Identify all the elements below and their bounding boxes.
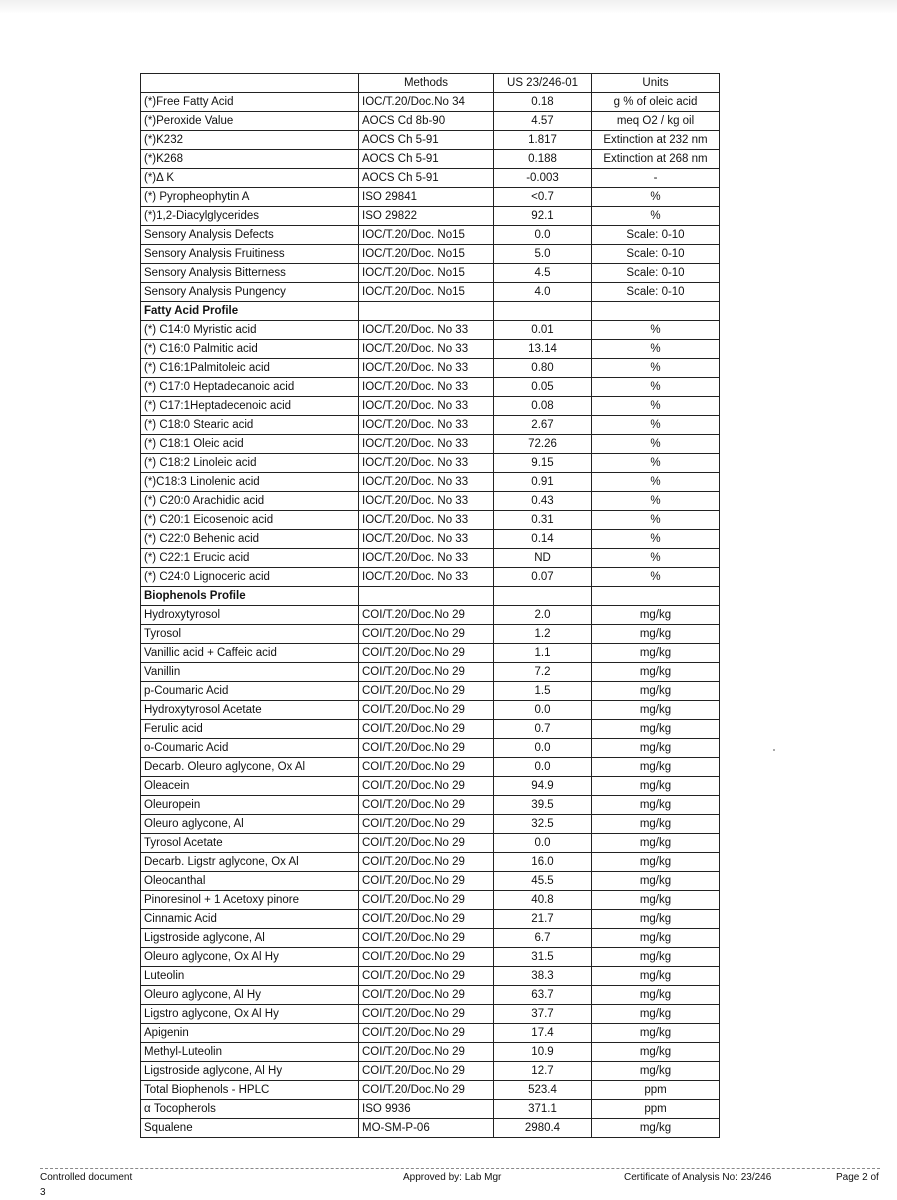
row-result: 45.5 <box>494 872 592 891</box>
table-body <box>141 93 720 1138</box>
row-result: 0.80 <box>494 359 592 378</box>
row-method: IOC/T.20/Doc. No 33 <box>359 473 494 492</box>
row-unit: ppm <box>592 1081 720 1100</box>
row-method: COI/T.20/Doc.No 29 <box>359 929 494 948</box>
row-method: IOC/T.20/Doc. No15 <box>359 245 494 264</box>
row-method: ISO 29841 <box>359 188 494 207</box>
section-header-row <box>141 302 720 321</box>
row-method: IOC/T.20/Doc. No15 <box>359 226 494 245</box>
row-unit: % <box>592 397 720 416</box>
row-method: COI/T.20/Doc.No 29 <box>359 1062 494 1081</box>
table-row <box>141 872 720 891</box>
row-parameter: Total Biophenols - HPLC <box>141 1081 359 1100</box>
row-method: COI/T.20/Doc.No 29 <box>359 872 494 891</box>
row-method: COI/T.20/Doc.No 29 <box>359 739 494 758</box>
row-parameter: (*)Δ K <box>141 169 359 188</box>
row-parameter: (*) C20:0 Arachidic acid <box>141 492 359 511</box>
row-parameter: Hydroxytyrosol <box>141 606 359 625</box>
row-parameter: (*)1,2-Diacylglycerides <box>141 207 359 226</box>
header-parameter <box>141 74 359 93</box>
row-method: COI/T.20/Doc.No 29 <box>359 644 494 663</box>
table-row <box>141 207 720 226</box>
row-method: COI/T.20/Doc.No 29 <box>359 777 494 796</box>
row-parameter: p-Coumaric Acid <box>141 682 359 701</box>
table-row <box>141 758 720 777</box>
table-row <box>141 378 720 397</box>
row-parameter: (*)Free Fatty Acid <box>141 93 359 112</box>
row-unit: % <box>592 207 720 226</box>
row-result: 0.14 <box>494 530 592 549</box>
row-parameter: Ligstroside aglycone, Al <box>141 929 359 948</box>
row-parameter: Tyrosol <box>141 625 359 644</box>
row-result: -0.003 <box>494 169 592 188</box>
row-result: 371.1 <box>494 1100 592 1119</box>
row-method: COI/T.20/Doc.No 29 <box>359 891 494 910</box>
row-unit: mg/kg <box>592 796 720 815</box>
table-row <box>141 416 720 435</box>
row-result: 0.188 <box>494 150 592 169</box>
row-unit: % <box>592 473 720 492</box>
row-method: IOC/T.20/Doc. No 33 <box>359 340 494 359</box>
row-result: 523.4 <box>494 1081 592 1100</box>
footer-page-total: 3 <box>40 1187 46 1198</box>
table-row <box>141 1024 720 1043</box>
row-method: MO-SM-P-06 <box>359 1119 494 1138</box>
row-method: IOC/T.20/Doc. No 33 <box>359 359 494 378</box>
table-row <box>141 986 720 1005</box>
row-result: 40.8 <box>494 891 592 910</box>
row-parameter: (*) C17:0 Heptadecanoic acid <box>141 378 359 397</box>
table-row <box>141 264 720 283</box>
row-unit: Scale: 0-10 <box>592 264 720 283</box>
row-unit: % <box>592 359 720 378</box>
row-method <box>359 302 494 321</box>
row-parameter: Sensory Analysis Defects <box>141 226 359 245</box>
row-method: COI/T.20/Doc.No 29 <box>359 1024 494 1043</box>
row-unit: mg/kg <box>592 739 720 758</box>
row-method: COI/T.20/Doc.No 29 <box>359 967 494 986</box>
row-method: AOCS Ch 5-91 <box>359 169 494 188</box>
table-row <box>141 1043 720 1062</box>
row-parameter: Decarb. Ligstr aglycone, Ox Al <box>141 853 359 872</box>
table-row <box>141 93 720 112</box>
row-parameter: (*) C16:1Palmitoleic acid <box>141 359 359 378</box>
row-result: 0.31 <box>494 511 592 530</box>
table-row <box>141 131 720 150</box>
row-result: 94.9 <box>494 777 592 796</box>
row-result: 0.43 <box>494 492 592 511</box>
row-unit: mg/kg <box>592 872 720 891</box>
row-unit: mg/kg <box>592 682 720 701</box>
table-row <box>141 606 720 625</box>
row-unit: mg/kg <box>592 986 720 1005</box>
row-method: IOC/T.20/Doc.No 34 <box>359 93 494 112</box>
row-result: 0.0 <box>494 701 592 720</box>
row-parameter: (*) C17:1Heptadecenoic acid <box>141 397 359 416</box>
row-unit: - <box>592 169 720 188</box>
table-row <box>141 891 720 910</box>
row-method: COI/T.20/Doc.No 29 <box>359 1081 494 1100</box>
row-parameter: Vanillic acid + Caffeic acid <box>141 644 359 663</box>
row-parameter: (*) Pyropheophytin A <box>141 188 359 207</box>
table-row <box>141 644 720 663</box>
row-result: 0.05 <box>494 378 592 397</box>
row-unit: % <box>592 340 720 359</box>
row-parameter: (*)K232 <box>141 131 359 150</box>
table-row <box>141 720 720 739</box>
row-unit: % <box>592 549 720 568</box>
row-result: 0.0 <box>494 758 592 777</box>
analysis-results-table <box>140 73 720 1138</box>
row-method: ISO 9936 <box>359 1100 494 1119</box>
row-method <box>359 587 494 606</box>
row-result: 37.7 <box>494 1005 592 1024</box>
table-row <box>141 530 720 549</box>
table-row <box>141 796 720 815</box>
table-row <box>141 1100 720 1119</box>
row-unit: Scale: 0-10 <box>592 283 720 302</box>
row-result: 0.91 <box>494 473 592 492</box>
row-result: 4.57 <box>494 112 592 131</box>
row-parameter: Sensory Analysis Pungency <box>141 283 359 302</box>
row-method: AOCS Cd 8b-90 <box>359 112 494 131</box>
table-row <box>141 1062 720 1081</box>
row-parameter: (*)C18:3 Linolenic acid <box>141 473 359 492</box>
table-row <box>141 473 720 492</box>
row-result: 1.2 <box>494 625 592 644</box>
table-row <box>141 1081 720 1100</box>
row-method: AOCS Ch 5-91 <box>359 150 494 169</box>
row-unit: % <box>592 511 720 530</box>
table-row <box>141 188 720 207</box>
row-parameter: Squalene <box>141 1119 359 1138</box>
row-result: 4.5 <box>494 264 592 283</box>
table-row <box>141 948 720 967</box>
row-result: 1.1 <box>494 644 592 663</box>
row-result: 31.5 <box>494 948 592 967</box>
row-parameter: Decarb. Oleuro aglycone, Ox Al <box>141 758 359 777</box>
row-parameter: o-Coumaric Acid <box>141 739 359 758</box>
row-parameter: (*)Peroxide Value <box>141 112 359 131</box>
table-row <box>141 245 720 264</box>
row-unit: mg/kg <box>592 853 720 872</box>
row-parameter: (*) C16:0 Palmitic acid <box>141 340 359 359</box>
row-unit <box>592 302 720 321</box>
row-result: 21.7 <box>494 910 592 929</box>
footer-certificate-number: Certificate of Analysis No: 23/246 <box>624 1172 772 1183</box>
row-method: COI/T.20/Doc.No 29 <box>359 606 494 625</box>
row-method: COI/T.20/Doc.No 29 <box>359 1043 494 1062</box>
row-result: 38.3 <box>494 967 592 986</box>
table-row <box>141 777 720 796</box>
row-result: 72.26 <box>494 435 592 454</box>
row-unit: ppm <box>592 1100 720 1119</box>
row-result: 0.01 <box>494 321 592 340</box>
scan-top-shading <box>0 0 897 14</box>
row-parameter: (*) C18:2 Linoleic acid <box>141 454 359 473</box>
row-unit: mg/kg <box>592 777 720 796</box>
table-row <box>141 701 720 720</box>
footer-divider <box>40 1168 880 1169</box>
row-parameter: α Tocopherols <box>141 1100 359 1119</box>
table-row <box>141 150 720 169</box>
row-parameter: Ligstro aglycone, Ox Al Hy <box>141 1005 359 1024</box>
table-row <box>141 340 720 359</box>
row-result: 6.7 <box>494 929 592 948</box>
section-header-row <box>141 587 720 606</box>
row-method: IOC/T.20/Doc. No 33 <box>359 397 494 416</box>
row-unit: % <box>592 530 720 549</box>
row-method: COI/T.20/Doc.No 29 <box>359 758 494 777</box>
row-unit: Scale: 0-10 <box>592 226 720 245</box>
row-parameter: Oleacein <box>141 777 359 796</box>
row-result: 4.0 <box>494 283 592 302</box>
row-method: COI/T.20/Doc.No 29 <box>359 796 494 815</box>
row-method: COI/T.20/Doc.No 29 <box>359 720 494 739</box>
table-row <box>141 1005 720 1024</box>
row-result: 63.7 <box>494 986 592 1005</box>
row-method: COI/T.20/Doc.No 29 <box>359 682 494 701</box>
row-unit: Extinction at 232 nm <box>592 131 720 150</box>
scan-speck <box>773 749 775 751</box>
row-unit: % <box>592 188 720 207</box>
table-row <box>141 454 720 473</box>
row-parameter: (*) C14:0 Myristic acid <box>141 321 359 340</box>
row-parameter: Apigenin <box>141 1024 359 1043</box>
row-unit: mg/kg <box>592 625 720 644</box>
row-unit: mg/kg <box>592 1024 720 1043</box>
row-unit: mg/kg <box>592 929 720 948</box>
row-parameter: (*)K268 <box>141 150 359 169</box>
row-unit: meq O2 / kg oil <box>592 112 720 131</box>
row-unit: % <box>592 435 720 454</box>
row-parameter: Oleuropein <box>141 796 359 815</box>
table-row <box>141 568 720 587</box>
row-method: IOC/T.20/Doc. No 33 <box>359 435 494 454</box>
row-result: 0.18 <box>494 93 592 112</box>
footer-approved-by: Approved by: Lab Mgr <box>403 1172 502 1183</box>
row-result: 92.1 <box>494 207 592 226</box>
row-unit: mg/kg <box>592 834 720 853</box>
table-row <box>141 1119 720 1138</box>
row-unit: mg/kg <box>592 1043 720 1062</box>
table-row <box>141 682 720 701</box>
row-method: IOC/T.20/Doc. No 33 <box>359 568 494 587</box>
footer-page-number: Page 2 of <box>836 1172 879 1183</box>
row-unit: mg/kg <box>592 720 720 739</box>
row-unit: % <box>592 454 720 473</box>
row-parameter: Biophenols Profile <box>141 587 359 606</box>
table-row <box>141 910 720 929</box>
row-unit: mg/kg <box>592 891 720 910</box>
table-row <box>141 815 720 834</box>
row-method: ISO 29822 <box>359 207 494 226</box>
row-parameter: Pinoresinol + 1 Acetoxy pinore <box>141 891 359 910</box>
row-result <box>494 587 592 606</box>
table-row <box>141 929 720 948</box>
table-row <box>141 397 720 416</box>
row-unit: mg/kg <box>592 815 720 834</box>
row-method: COI/T.20/Doc.No 29 <box>359 1005 494 1024</box>
row-unit: mg/kg <box>592 1119 720 1138</box>
table-row <box>141 435 720 454</box>
row-result: 17.4 <box>494 1024 592 1043</box>
table-row <box>141 283 720 302</box>
row-unit: mg/kg <box>592 663 720 682</box>
row-result: <0.7 <box>494 188 592 207</box>
row-result: 32.5 <box>494 815 592 834</box>
row-result: 7.2 <box>494 663 592 682</box>
row-unit: % <box>592 321 720 340</box>
table-row <box>141 321 720 340</box>
table-row <box>141 511 720 530</box>
row-parameter: Luteolin <box>141 967 359 986</box>
row-unit: % <box>592 416 720 435</box>
row-result: 1.817 <box>494 131 592 150</box>
row-unit: mg/kg <box>592 1062 720 1081</box>
row-parameter: (*) C18:0 Stearic acid <box>141 416 359 435</box>
row-unit: mg/kg <box>592 1005 720 1024</box>
row-unit: mg/kg <box>592 701 720 720</box>
row-result: 1.5 <box>494 682 592 701</box>
row-parameter: (*) C18:1 Oleic acid <box>141 435 359 454</box>
row-result: 2.0 <box>494 606 592 625</box>
row-result: 9.15 <box>494 454 592 473</box>
table-row <box>141 549 720 568</box>
row-result: 0.0 <box>494 739 592 758</box>
row-method: IOC/T.20/Doc. No 33 <box>359 378 494 397</box>
row-parameter: (*) C22:1 Erucic acid <box>141 549 359 568</box>
row-parameter: Cinnamic Acid <box>141 910 359 929</box>
row-method: IOC/T.20/Doc. No15 <box>359 264 494 283</box>
row-result <box>494 302 592 321</box>
row-result: 2.67 <box>494 416 592 435</box>
row-unit: mg/kg <box>592 910 720 929</box>
table-header-row <box>141 74 720 93</box>
row-parameter: (*) C22:0 Behenic acid <box>141 530 359 549</box>
row-unit <box>592 587 720 606</box>
table-row <box>141 359 720 378</box>
row-result: 0.08 <box>494 397 592 416</box>
row-result: 12.7 <box>494 1062 592 1081</box>
row-method: IOC/T.20/Doc. No 33 <box>359 492 494 511</box>
table-row <box>141 625 720 644</box>
row-unit: mg/kg <box>592 967 720 986</box>
row-parameter: (*) C24:0 Lignoceric acid <box>141 568 359 587</box>
row-result: 16.0 <box>494 853 592 872</box>
row-unit: g % of oleic acid <box>592 93 720 112</box>
row-unit: % <box>592 378 720 397</box>
table-row <box>141 834 720 853</box>
row-parameter: Oleocanthal <box>141 872 359 891</box>
row-method: IOC/T.20/Doc. No 33 <box>359 454 494 473</box>
row-result: 5.0 <box>494 245 592 264</box>
row-parameter: Tyrosol Acetate <box>141 834 359 853</box>
row-unit: Extinction at 268 nm <box>592 150 720 169</box>
row-result: 0.0 <box>494 226 592 245</box>
row-unit: % <box>592 568 720 587</box>
row-parameter: Methyl-Luteolin <box>141 1043 359 1062</box>
row-parameter: Vanillin <box>141 663 359 682</box>
row-parameter: Oleuro aglycone, Al Hy <box>141 986 359 1005</box>
row-parameter: Fatty Acid Profile <box>141 302 359 321</box>
row-result: 13.14 <box>494 340 592 359</box>
table-row <box>141 663 720 682</box>
row-method: AOCS Ch 5-91 <box>359 131 494 150</box>
table-row <box>141 112 720 131</box>
row-method: IOC/T.20/Doc. No 33 <box>359 530 494 549</box>
row-method: IOC/T.20/Doc. No 33 <box>359 549 494 568</box>
row-method: COI/T.20/Doc.No 29 <box>359 663 494 682</box>
row-unit: mg/kg <box>592 644 720 663</box>
row-method: COI/T.20/Doc.No 29 <box>359 853 494 872</box>
row-unit: % <box>592 492 720 511</box>
header-sample-id: US 23/246-01 <box>494 74 592 93</box>
row-result: 0.0 <box>494 834 592 853</box>
row-result: 0.7 <box>494 720 592 739</box>
table-row <box>141 967 720 986</box>
row-method: IOC/T.20/Doc. No 33 <box>359 416 494 435</box>
row-unit: mg/kg <box>592 758 720 777</box>
row-parameter: Ligstroside aglycone, Al Hy <box>141 1062 359 1081</box>
row-parameter: Sensory Analysis Bitterness <box>141 264 359 283</box>
header-methods: Methods <box>359 74 494 93</box>
header-units: Units <box>592 74 720 93</box>
row-method: COI/T.20/Doc.No 29 <box>359 625 494 644</box>
row-parameter: Oleuro aglycone, Al <box>141 815 359 834</box>
row-parameter: (*) C20:1 Eicosenoic acid <box>141 511 359 530</box>
row-unit: Scale: 0-10 <box>592 245 720 264</box>
row-result: 10.9 <box>494 1043 592 1062</box>
row-unit: mg/kg <box>592 948 720 967</box>
table-row <box>141 226 720 245</box>
row-method: IOC/T.20/Doc. No 33 <box>359 321 494 340</box>
row-parameter: Sensory Analysis Fruitiness <box>141 245 359 264</box>
table-row <box>141 739 720 758</box>
row-method: COI/T.20/Doc.No 29 <box>359 948 494 967</box>
row-method: COI/T.20/Doc.No 29 <box>359 910 494 929</box>
row-result: 39.5 <box>494 796 592 815</box>
row-unit: mg/kg <box>592 606 720 625</box>
row-parameter: Hydroxytyrosol Acetate <box>141 701 359 720</box>
table-row <box>141 492 720 511</box>
row-parameter: Oleuro aglycone, Ox Al Hy <box>141 948 359 967</box>
table-row <box>141 853 720 872</box>
row-method: IOC/T.20/Doc. No15 <box>359 283 494 302</box>
table-row <box>141 169 720 188</box>
row-method: COI/T.20/Doc.No 29 <box>359 815 494 834</box>
row-result: 2980.4 <box>494 1119 592 1138</box>
row-result: ND <box>494 549 592 568</box>
row-method: COI/T.20/Doc.No 29 <box>359 834 494 853</box>
row-method: COI/T.20/Doc.No 29 <box>359 701 494 720</box>
footer-controlled-document: Controlled document <box>40 1172 133 1183</box>
row-method: IOC/T.20/Doc. No 33 <box>359 511 494 530</box>
row-result: 0.07 <box>494 568 592 587</box>
row-parameter: Ferulic acid <box>141 720 359 739</box>
row-method: COI/T.20/Doc.No 29 <box>359 986 494 1005</box>
